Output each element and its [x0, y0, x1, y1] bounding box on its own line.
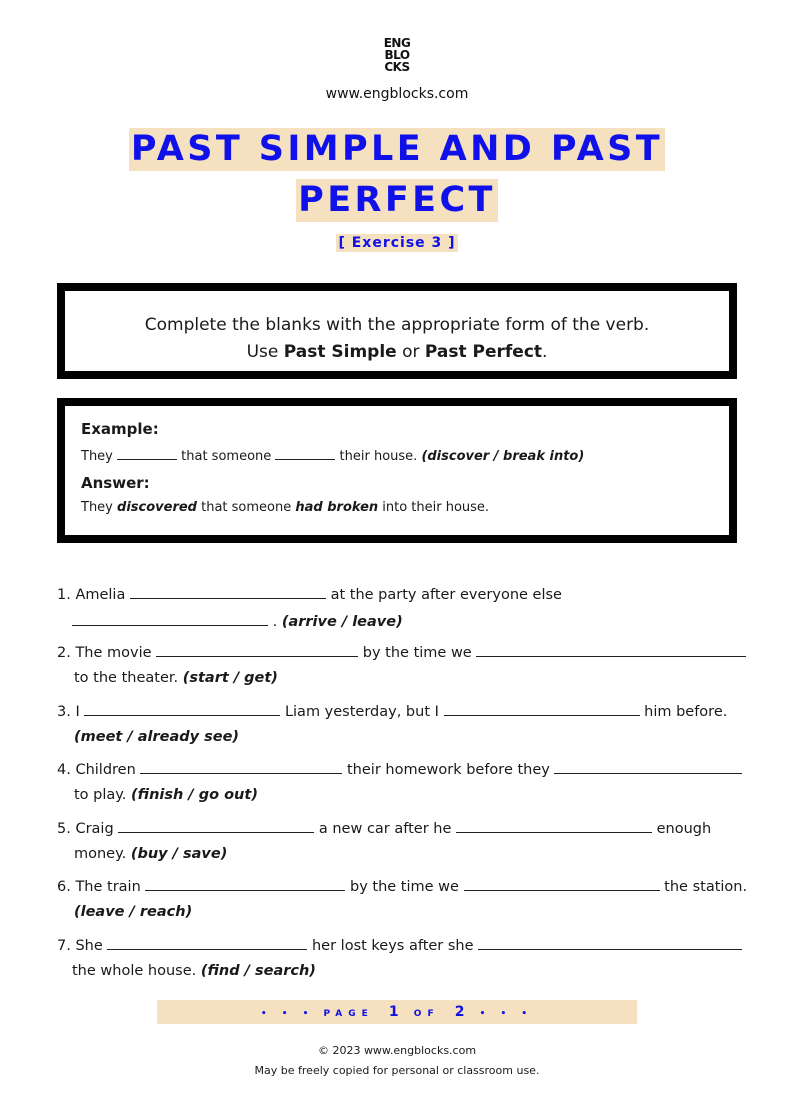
q5-blank-1[interactable] [118, 814, 314, 833]
or-text: or [396, 342, 425, 362]
q4-blank-1[interactable] [140, 755, 342, 774]
q6-text-2: by the time we [345, 879, 464, 895]
q2-blank-1[interactable] [156, 638, 358, 657]
q1-text-1: 1. Amelia [57, 587, 130, 603]
q7-blank-2[interactable] [478, 931, 742, 950]
example-text-1: They [81, 449, 118, 464]
example-sentence [81, 446, 713, 464]
answer-text-1: They [81, 500, 118, 515]
q2-text-3: to the theater. [74, 670, 183, 686]
answer-sentence [81, 500, 713, 515]
q7-blank-1[interactable] [107, 931, 307, 950]
title-line-1: PAST SIMPLE AND PAST [130, 129, 664, 169]
logo-line-1: ENG [383, 36, 411, 50]
option-past-perfect: Past Perfect [424, 342, 543, 362]
q1-hint: (arrive / leave) [281, 614, 403, 630]
q5-text-4: money. [74, 846, 131, 862]
q7-text-2: her lost keys after she [307, 938, 479, 954]
q6-blank-1[interactable] [145, 872, 345, 891]
answer-heading: Answer: [81, 474, 150, 492]
q1-text-3: . [268, 614, 282, 630]
copyright: © 2023 www.engblocks.com [317, 1044, 477, 1057]
question-3 [57, 697, 737, 751]
of-word: OF [413, 1009, 440, 1019]
q5-text-2: a new car after he [314, 821, 457, 837]
q1-text-2: at the party after everyone else [325, 587, 562, 603]
exercise-label: [ Exercise 3 ] [338, 235, 456, 251]
worksheet-title [0, 128, 794, 230]
example-blank-2 [275, 446, 335, 460]
q3-hint: (meet / already see) [74, 729, 240, 745]
page-indicator [157, 1000, 637, 1024]
instructions-box [57, 283, 737, 379]
q1-blank-2[interactable] [72, 607, 268, 626]
question-4 [57, 755, 737, 809]
answer-text-3: into their house. [378, 500, 490, 515]
q4-text-2: their homework before they [342, 762, 555, 778]
instructions-line-1: Complete the blanks with the appropriate form of the verb. [144, 315, 650, 335]
page-word: PAGE [323, 1009, 374, 1019]
site-url[interactable]: www.engblocks.com [325, 86, 469, 102]
q2-blank-2[interactable] [476, 638, 746, 657]
q4-text-1: 4. Children [57, 762, 141, 778]
example-text-3: their house. [335, 449, 422, 464]
option-past-simple: Past Simple [283, 342, 397, 362]
q5-blank-2[interactable] [456, 814, 652, 833]
dots-left: • • • [260, 1009, 315, 1019]
q3-text-2: Liam yesterday, but I [280, 704, 444, 720]
logo-line-2: BLO [384, 48, 410, 62]
example-blank-1 [117, 446, 177, 460]
q2-text-1: 2. The movie [57, 645, 157, 661]
q1-blank-1[interactable] [130, 580, 326, 599]
engblocks-logo [0, 37, 794, 73]
q7-text-3: the whole house. [72, 963, 201, 979]
q3-text-3: him before. [639, 704, 728, 720]
instructions-period: . [542, 342, 548, 362]
page-total: 2 [454, 1004, 465, 1020]
example-box [57, 398, 737, 543]
q4-blank-2[interactable] [554, 755, 742, 774]
q4-hint: (finish / go out) [131, 787, 258, 803]
q3-text-1: 3. I [57, 704, 85, 720]
q5-text-3: enough [652, 821, 712, 837]
q7-text-1: 7. She [57, 938, 108, 954]
page-number: 1 [388, 1004, 399, 1020]
logo-line-3: CKS [384, 60, 410, 74]
answer-verb-2: had broken [295, 500, 379, 515]
dots-right: • • • [479, 1009, 534, 1019]
q6-blank-2[interactable] [464, 872, 660, 891]
q2-hint: (start / get) [182, 670, 278, 686]
q3-blank-2[interactable] [444, 697, 640, 716]
question-5 [57, 814, 737, 868]
question-2 [57, 638, 737, 692]
q5-text-1: 5. Craig [57, 821, 119, 837]
answer-text-2: that someone [196, 500, 296, 515]
q6-text-1: 6. The train [57, 879, 146, 895]
q5-hint: (buy / save) [130, 846, 228, 862]
q6-text-3: the station. [659, 879, 748, 895]
q6-hint: (leave / reach) [74, 904, 193, 920]
question-6 [57, 872, 748, 926]
q7-hint: (find / search) [200, 963, 316, 979]
instructions-line-2 [65, 339, 729, 366]
use-text: Use [246, 342, 284, 362]
question-7 [57, 931, 737, 985]
question-1 [57, 580, 737, 634]
title-line-2: PERFECT [298, 180, 496, 220]
answer-verb-1: discovered [117, 500, 197, 515]
q3-blank-1[interactable] [84, 697, 280, 716]
license-note: May be freely copied for personal or classroom use. [254, 1064, 540, 1077]
q2-text-2: by the time we [358, 645, 477, 661]
example-text-2: that someone [177, 449, 276, 464]
example-heading: Example: [81, 420, 159, 438]
example-verbs: (discover / break into) [421, 449, 585, 464]
q4-text-3: to play. [74, 787, 132, 803]
